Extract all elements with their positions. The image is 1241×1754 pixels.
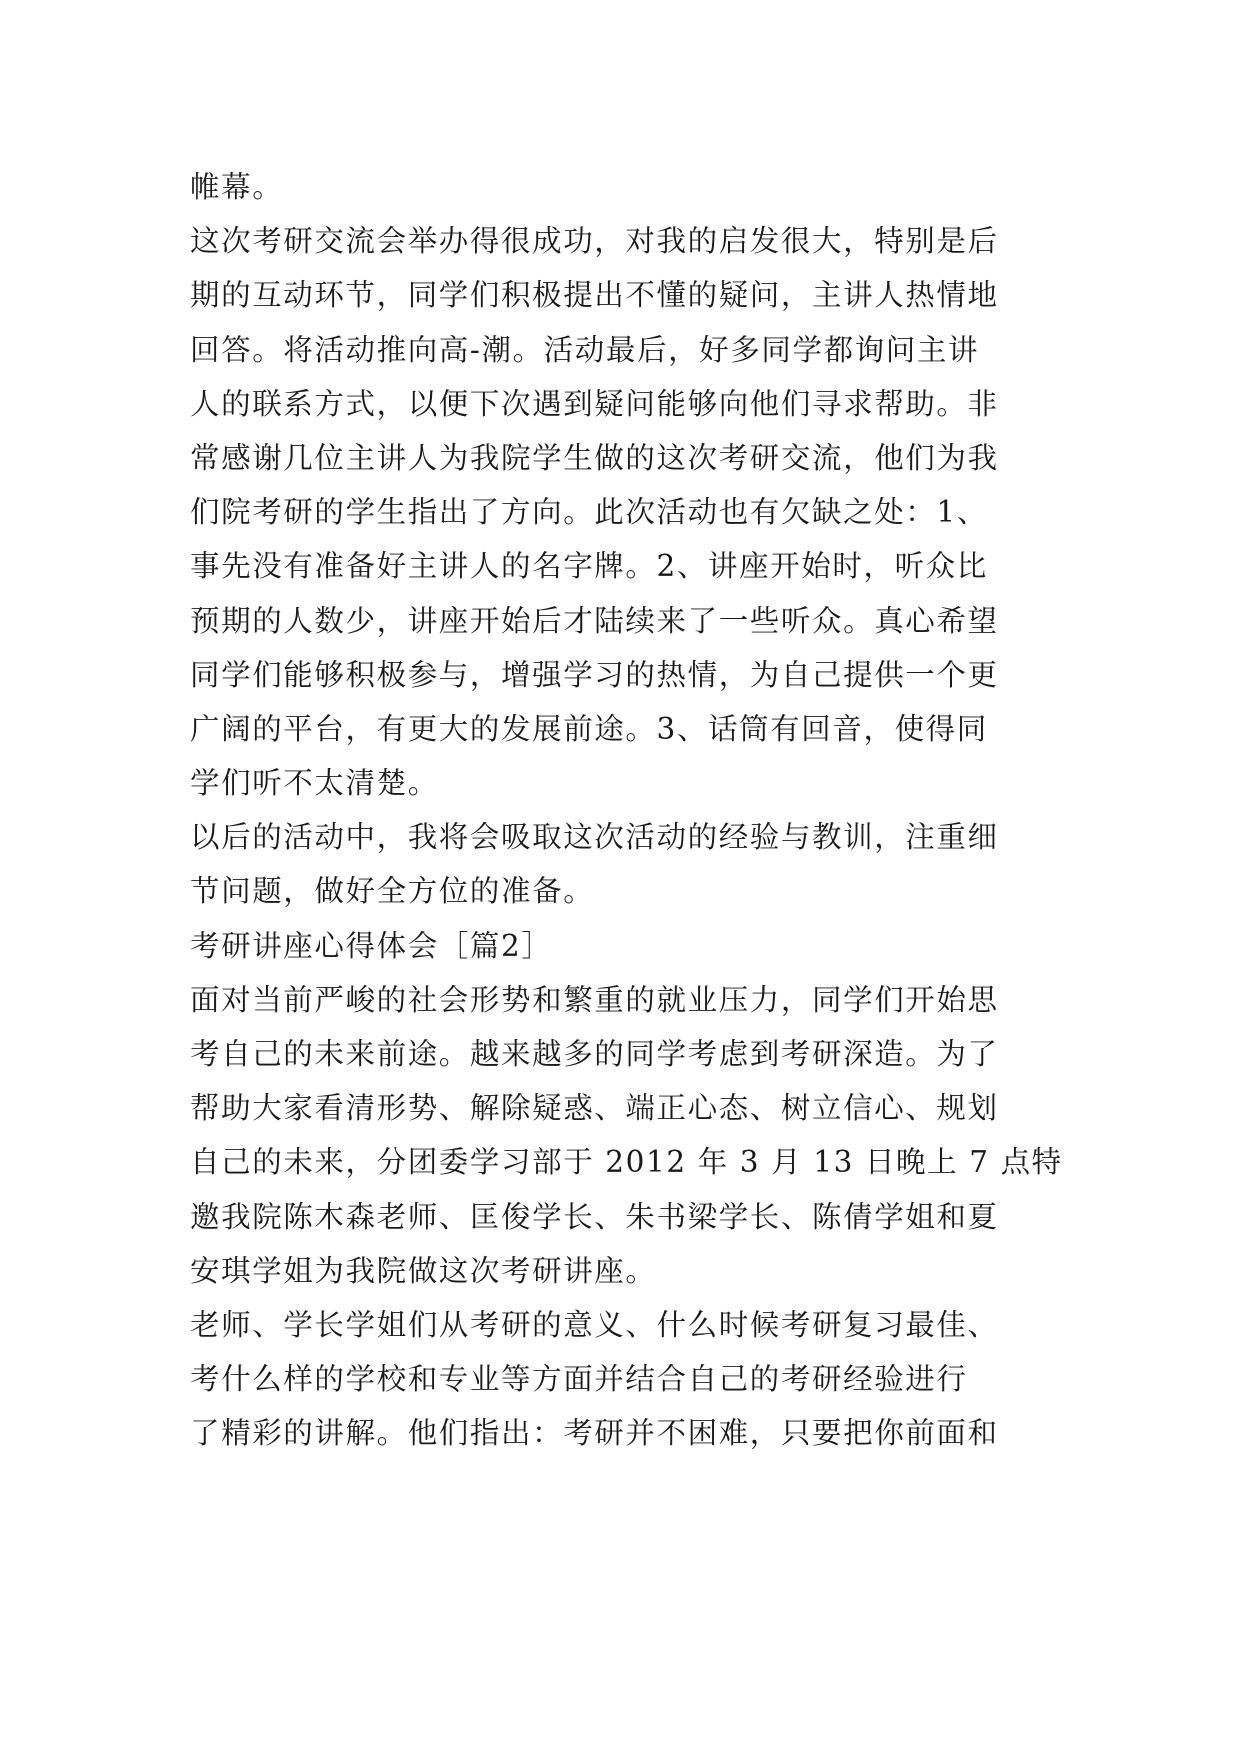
text-line: 考什么样的学校和专业等方面并结合自己的考研经验进行 bbox=[190, 1362, 968, 1397]
text-line: 回答。将活动推向高-潮。活动最后，好多同学都询问主讲 bbox=[190, 332, 980, 367]
text-line: 以后的活动中，我将会吸取这次活动的经验与教训，注重细 bbox=[190, 820, 999, 855]
text-line: 邀我院陈木森老师、匡俊学长、朱书梁学长、陈倩学姐和夏 bbox=[190, 1199, 999, 1234]
text-line: 广阔的平台，有更大的发展前途。3、话筒有回音，使得同 bbox=[190, 711, 988, 746]
text-line: 帮助大家看清形势、解除疑惑、端正心态、树立信心、规划 bbox=[190, 1091, 999, 1126]
text-line: 老师、学长学姐们从考研的意义、什么时候考研复习最佳、 bbox=[190, 1307, 999, 1342]
text-line: 期的互动环节，同学们积极提出不懂的疑问，主讲人热情地 bbox=[190, 278, 999, 313]
text-line: 学们听不太清楚。 bbox=[190, 766, 439, 801]
text-line: 们院考研的学生指出了方向。此次活动也有欠缺之处：1、 bbox=[190, 495, 988, 530]
text-line: 预期的人数少，讲座开始后才陆续来了一些听众。真心希望 bbox=[190, 603, 999, 638]
section-heading: 考研讲座心得体会［篇2］ bbox=[190, 928, 553, 963]
text-line: 考自己的未来前途。越来越多的同学考虑到考研深造。为了 bbox=[190, 1037, 999, 1071]
text-line: 常感谢几位主讲人为我院学生做的这次考研交流，他们为我 bbox=[190, 440, 999, 475]
text-line: 了精彩的讲解。他们指出：考研并不困难，只要把你前面和 bbox=[190, 1416, 999, 1451]
text-line: 帷幕。 bbox=[190, 170, 284, 204]
text-line: 面对当前严峻的社会形势和繁重的就业压力，同学们开始思 bbox=[190, 982, 999, 1017]
text-line: 同学们能够积极参与，增强学习的热情，为自己提供一个更 bbox=[190, 657, 999, 692]
text-line: 这次考研交流会举办得很成功，对我的启发很大，特别是后 bbox=[190, 224, 999, 259]
text-line: 安琪学姐为我院做这次考研讲座。 bbox=[190, 1253, 657, 1288]
text-line: 节问题，做好全方位的准备。 bbox=[190, 874, 595, 909]
document-body bbox=[190, 160, 1090, 1461]
text-line: 自己的未来，分团委学习部于 2012 年 3 月 13 日晚上 7 点特 bbox=[190, 1145, 1063, 1180]
text-line: 事先没有准备好主讲人的名字牌。2、讲座开始时，听众比 bbox=[190, 549, 988, 584]
text-line: 人的联系方式，以便下次遇到疑问能够向他们寻求帮助。非 bbox=[190, 386, 999, 421]
